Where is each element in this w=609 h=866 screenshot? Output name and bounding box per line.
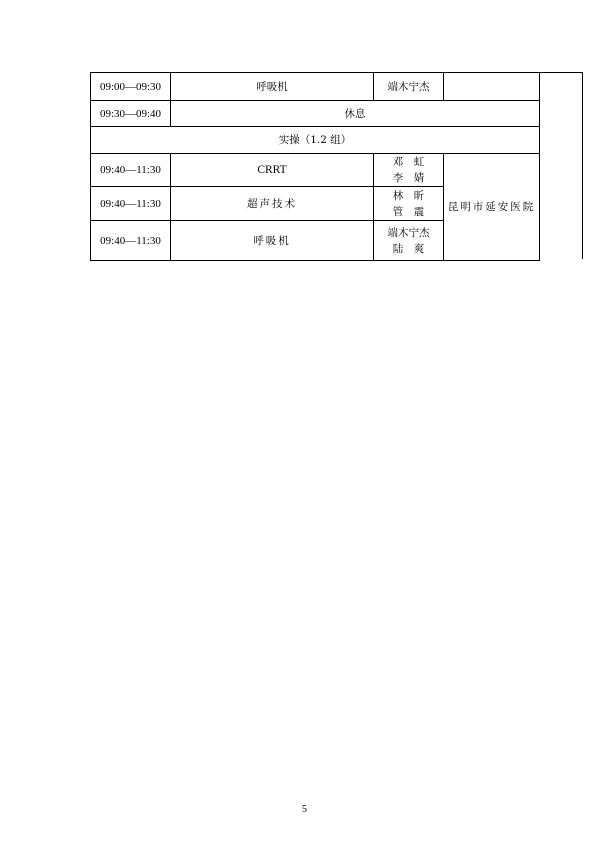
page-number: 5	[302, 804, 307, 815]
table-row	[91, 154, 540, 187]
staff-cell	[374, 221, 444, 261]
staff-cell	[374, 187, 444, 221]
item-cell: CRRT	[171, 154, 374, 187]
staff-cell	[374, 154, 444, 187]
staff-cell	[374, 73, 444, 101]
venue-cell: 昆明市延安医院	[444, 154, 540, 261]
table-row	[91, 101, 540, 127]
section-header: 实操（1.2 组）	[91, 127, 540, 154]
time-cell: 09:40—11:30	[91, 221, 171, 261]
schedule-table	[90, 72, 540, 261]
item-cell: 呼吸机	[171, 73, 374, 101]
time-cell: 09:00—09:30	[91, 73, 171, 101]
venue-cell-empty	[444, 73, 540, 101]
time-cell: 09:40—11:30	[91, 154, 171, 187]
staff-name: 邓 虹	[392, 156, 425, 168]
staff-name: 林 昕	[392, 189, 425, 202]
staff-name: 陆 爽	[392, 242, 425, 255]
break-cell: 休息	[171, 101, 540, 127]
staff-name: 端木宁杰	[387, 226, 430, 239]
item-cell: 超声技术	[171, 187, 374, 221]
outer-frame-right-line	[582, 72, 583, 259]
time-cell: 09:40—11:30	[91, 187, 171, 221]
table-row	[91, 73, 540, 101]
outer-frame-top-line	[539, 72, 582, 73]
item-cell: 呼吸机	[171, 221, 374, 261]
staff-name: 端木宁杰	[387, 80, 430, 93]
table-row	[91, 127, 540, 154]
staff-name: 管 震	[392, 205, 425, 218]
staff-name: 李 婧	[392, 172, 425, 184]
time-cell: 09:30—09:40	[91, 101, 171, 127]
